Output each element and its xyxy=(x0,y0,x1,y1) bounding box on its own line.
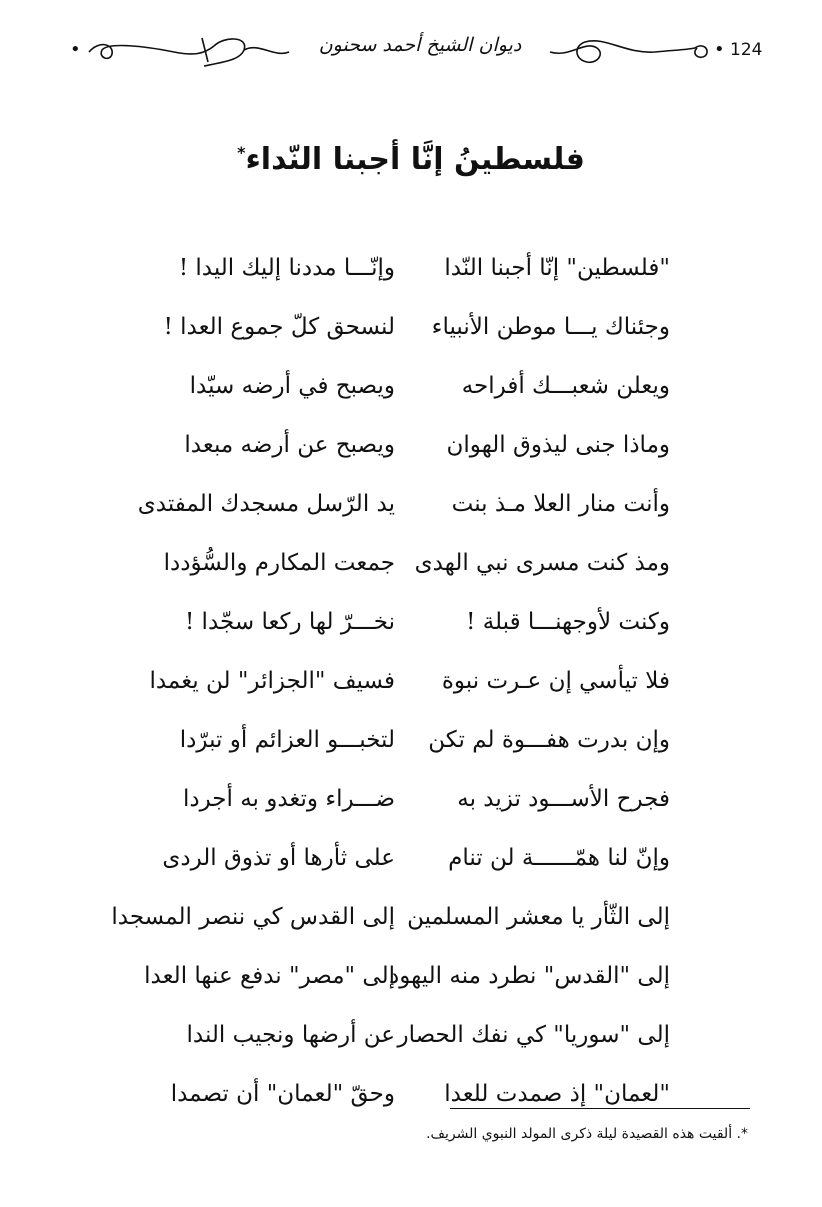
footnote-marker: * xyxy=(237,143,246,162)
hemistich-second: وحقّ "لعمان" أن تصمدا xyxy=(170,1081,395,1107)
header-dot-left: • xyxy=(70,39,81,60)
hemistich-first: وجئناك يـــا موطن الأنبياء xyxy=(431,314,670,340)
hemistich-first: وأنت منار العلا مـذ بنت xyxy=(451,491,670,517)
verse xyxy=(150,661,670,720)
poem-title-text: فلسطينُ إنَّا أجبنا النّداء xyxy=(245,142,585,177)
hemistich-second: لتخبـــو العزائم أو تبرّدا xyxy=(179,727,395,753)
hemistich-first: وكنت لأوجهنـــا قبلة ! xyxy=(466,609,670,635)
hemistich-second: إلى "مصر" ندفع عنها العدا xyxy=(144,963,395,989)
verse xyxy=(150,543,670,602)
verse xyxy=(150,1074,670,1133)
hemistich-first: ويعلن شعبـــك أفراحه xyxy=(461,373,670,399)
hemistich-second: عن أرضها ونجيب الندا xyxy=(186,1022,395,1048)
hemistich-first: إلى الثّأر يا معشر المسلمين xyxy=(407,904,670,930)
hemistich-second: لنسحق كلّ جموع العدا ! xyxy=(163,314,395,340)
hemistich-first: وماذا جنى ليذوق الهوان xyxy=(446,432,670,458)
hemistich-second: ويصبح في أرضه سيّدا xyxy=(189,373,395,399)
footnote-rule xyxy=(450,1108,750,1109)
verse xyxy=(150,307,670,366)
hemistich-second: جمعت المكارم والسُّؤددا xyxy=(163,550,395,576)
footnote: *. ألقيت هذه القصيدة ليلة ذكرى المولد النبوي الشريف. xyxy=(426,1126,748,1142)
poem-body xyxy=(111,248,670,1133)
header-dot-right: • xyxy=(714,39,725,60)
running-title: ديوان الشيخ أحمد سحنون xyxy=(318,34,522,56)
hemistich-first: "فلسطين" إنّا أجبنا النّدا xyxy=(444,255,670,281)
verse xyxy=(150,602,670,661)
verse xyxy=(150,366,670,425)
hemistich-first: وإن بدرت هفـــوة لم تكن xyxy=(428,727,670,753)
verse xyxy=(150,838,670,897)
page-number: 124 xyxy=(730,40,763,60)
verse xyxy=(111,897,670,956)
poem-title xyxy=(0,142,822,177)
hemistich-first: فلا تيأسي إن عـرت نبوة xyxy=(441,668,670,694)
verse xyxy=(150,425,670,484)
hemistich-first: وإنّ لنا همّــــــة لن تنام xyxy=(448,845,670,871)
hemistich-second: على ثأرها أو تذوق الردى xyxy=(162,845,395,871)
hemistich-second: وإنّـــا مددنا إليك اليدا ! xyxy=(178,255,395,281)
hemistich-second: فسيف "الجزائر" لن يغمدا xyxy=(149,668,395,694)
hemistich-first: ومذ كنت مسرى نبي الهدى xyxy=(414,550,670,576)
hemistich-first: "لعمان" إذ صمدت للعدا xyxy=(444,1081,670,1107)
verse xyxy=(144,956,670,1015)
hemistich-second: يد الرّسل مسجدك المفتدى xyxy=(137,491,395,517)
hemistich-second: ضـــراء وتغدو به أجردا xyxy=(182,786,395,812)
verse xyxy=(150,779,670,838)
hemistich-second: ويصبح عن أرضه مبعدا xyxy=(184,432,395,458)
hemistich-first: إلى "سوريا" كي نفك الحصار xyxy=(397,1022,670,1048)
verse xyxy=(150,720,670,779)
verse xyxy=(150,248,670,307)
hemistich-first: فجرح الأســـود تزيد به xyxy=(457,786,670,812)
header-ornament-left xyxy=(84,32,294,72)
running-head xyxy=(0,26,822,76)
hemistich-second: إلى القدس كي ننصر المسجدا xyxy=(111,904,395,930)
hemistich-second: نخـــرّ لها ركعا سجّدا ! xyxy=(185,609,395,635)
header-ornament-right xyxy=(545,32,715,72)
hemistich-first: إلى "القدس" نطرد منه اليهود xyxy=(388,963,670,989)
verse xyxy=(150,1015,670,1074)
verse xyxy=(137,484,670,543)
